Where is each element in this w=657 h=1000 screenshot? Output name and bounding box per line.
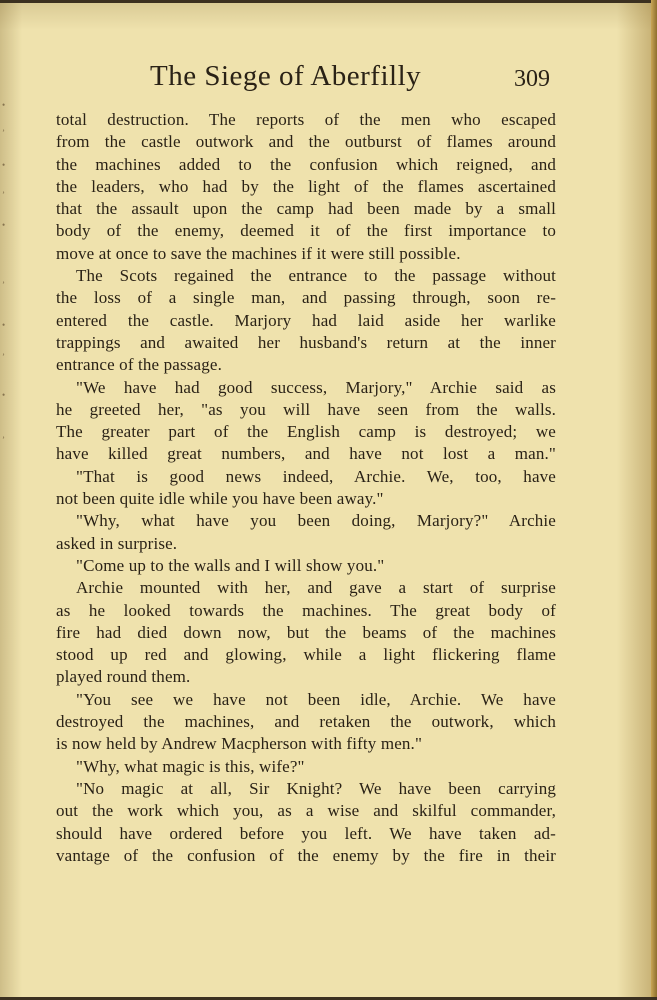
text-line: vantage of the confusion of the enemy by the fire in their — [56, 845, 556, 865]
text-line: asked in surprise. — [56, 533, 178, 553]
text-line: "That is good news indeed, Archie. We, too, have — [76, 466, 556, 486]
text-line: stood up red and glowing, while a light flickering flame — [56, 645, 556, 665]
text-line: move at once to save the machines if it were still possible. — [56, 243, 461, 263]
text-line: the leaders, who had by the light of the flames ascertained — [56, 176, 556, 196]
text-line: "You see we have not been idle, Archie. We have — [76, 689, 556, 709]
page-gutter-edge — [651, 0, 657, 1000]
text-line: from the castle outwork and the outburst of flames around — [56, 132, 556, 152]
text-line: played round them. — [56, 667, 191, 687]
text-line: The Scots regained the entrance to the passage without — [76, 266, 556, 286]
text-line: The greater part of the English camp is destroyed; we — [56, 422, 556, 442]
text-line: Archie mounted with her, and gave a start of surprise — [76, 578, 556, 598]
text-line: entered the castle. Marjory had laid aside her warlike — [56, 310, 556, 330]
bleed-through-marks: • ’ • ’ • ’ • ’ • ’ — [2, 100, 6, 445]
text-line: is now held by Andrew Macpherson with fifty men." — [56, 734, 423, 754]
page-top-edge — [0, 0, 657, 3]
text-line: out the work which you, as a wise and skilful commander, — [56, 801, 556, 821]
text-line: entrance of the passage. — [56, 355, 222, 375]
text-line: trappings and awaited her husband's return at the inner — [56, 332, 556, 352]
text-line: as he looked towards the machines. The great body of — [56, 600, 556, 620]
page-header — [0, 60, 657, 100]
text-line: not been quite idle while you have been away." — [56, 489, 384, 509]
text-line: fire had died down now, but the beams of the machines — [56, 622, 556, 642]
text-line: destroyed the machines, and retaken the outwork, which — [56, 712, 556, 732]
text-line: body of the enemy, deemed it of the first importance to — [56, 221, 556, 241]
page-number: 309 — [514, 66, 550, 92]
running-title: The Siege of Aberfilly — [150, 60, 422, 92]
text-line: total destruction. The reports of the men who escaped — [56, 110, 556, 129]
text-line: that the assault upon the camp had been made by a small — [56, 199, 556, 219]
text-line: "Why, what have you been doing, Marjory?" Archie — [76, 511, 556, 531]
text-line: have killed great numbers, and have not lost a man." — [56, 444, 556, 464]
text-line: "Why, what magic is this, wife?" — [76, 756, 305, 776]
text-line: "Come up to the walls and I will show you." — [76, 555, 385, 575]
text-line: should have ordered before you left. We have taken ad- — [56, 823, 556, 843]
text-line: he greeted her, "as you will have seen from the walls. — [56, 399, 556, 419]
text-line: the machines added to the confusion which reigned, and — [56, 154, 556, 174]
text-line: "No magic at all, Sir Knight? We have been carrying — [76, 778, 556, 798]
text-line: the loss of a single man, and passing through, soon re- — [56, 288, 556, 308]
body-text — [56, 109, 556, 867]
text-line: "We have had good success, Marjory," Archie said as — [76, 377, 556, 397]
